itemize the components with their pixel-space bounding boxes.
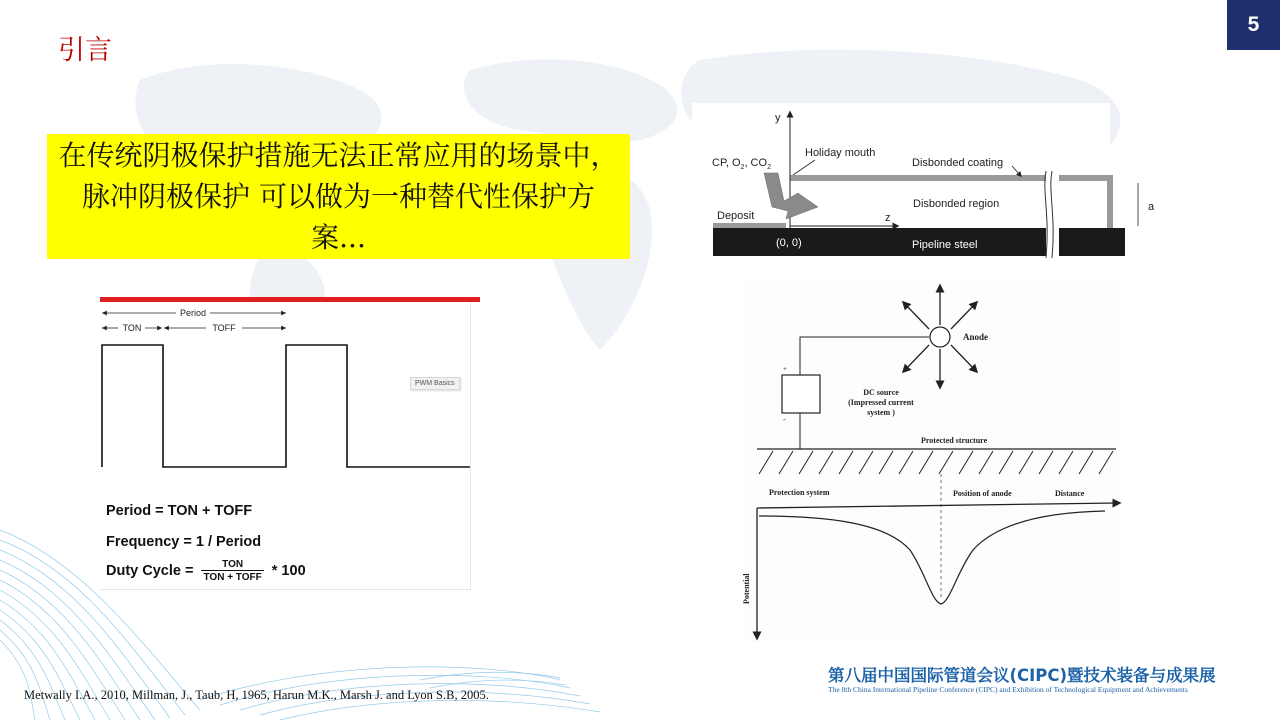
system-label: system ): [867, 408, 895, 417]
period-label: Period: [179, 308, 207, 318]
cp-o2-co2-label: CP, $O_2$, $CO_2$: [712, 157, 771, 171]
conference-title: 第八届中国国际管道会议(CIPC)暨技术装备与成果展: [828, 666, 1216, 685]
protected-structure-label: Protected structure: [921, 436, 988, 445]
cp-figure: [742, 282, 1118, 642]
anode-label: Anode: [963, 332, 989, 342]
anode-wire: [800, 337, 929, 377]
disbonded-coating-label: Disbonded coating: [912, 157, 1004, 169]
duty-suffix: * 100: [271, 562, 306, 579]
distance-label: Distance: [1055, 489, 1085, 498]
deposit-label: Deposit: [717, 210, 755, 222]
deposit-layer: [713, 223, 786, 228]
reference-citation: Metwally I.A., 2010, Millman, J., Taub, H, 1965, Harun M.K., Marsh J. and Lyon S.B, 2005.: [24, 688, 489, 702]
pwm-diagram: [100, 302, 471, 590]
conference-subtitle: The 8th China International Pipeline Conference (CIPC) and Exhibition of Technological Equipment and Achievements: [828, 685, 1188, 694]
break-mark-2: [1051, 171, 1053, 258]
plus-sign: +: [783, 365, 787, 373]
pipeline-diagram: [692, 103, 1155, 261]
slide-title: 引言: [58, 35, 112, 66]
dimension-a-label: a: [1148, 201, 1155, 213]
ground-hatching: [759, 451, 1113, 474]
disbonded-coating: [790, 175, 1046, 181]
pipeline-steel-label: Pipeline steel: [912, 239, 978, 251]
formula-frequency: Frequency = 1 / Period: [106, 534, 262, 550]
disbonded-coating-right: [1059, 175, 1113, 181]
y-axis-label: y: [775, 112, 781, 124]
pipeline-steel-bar-right: [1059, 228, 1125, 256]
cathodic-protection-diagram: [742, 282, 1118, 642]
dc-source-box: [782, 375, 820, 413]
page-number-badge: 5: [1227, 0, 1280, 50]
pwm-square-wave: [102, 345, 470, 467]
impressed-current-label: (Impressed current: [848, 398, 914, 407]
coating-end: [1107, 175, 1113, 228]
highlight-text: 在传统阴极保护措施无法正常应用的场景中，脉冲阴极保护 可以做为一种替代性保护方案...: [58, 139, 619, 254]
dc-source-label: DC source: [863, 388, 899, 397]
duty-prefix: Duty Cycle =: [106, 562, 194, 579]
disbonded-region-label: Disbonded region: [913, 198, 1000, 210]
toff-label: TOFF: [212, 323, 236, 333]
highlight-box: [47, 134, 630, 259]
pwm-basics-tag: PWM Basics: [410, 377, 460, 390]
distance-axis: [757, 503, 1117, 508]
holiday-mouth-label: Holiday mouth: [805, 147, 876, 159]
anode-circle: [930, 327, 950, 347]
potential-curve: [759, 511, 1105, 604]
disbonded-coating-leader: [1012, 166, 1020, 175]
z-axis-label: z: [885, 212, 891, 224]
duty-numerator: TON: [222, 559, 244, 570]
origin-label: (0, 0): [776, 237, 802, 249]
protection-system-label: Protection system: [769, 488, 830, 497]
position-of-anode-label: Position of anode: [953, 489, 1012, 498]
duty-fraction: [201, 559, 263, 583]
pipeline-figure: [692, 103, 1155, 261]
pipeline-steel-bar: [713, 228, 1046, 256]
duty-denominator: TON + TOFF: [203, 572, 262, 583]
potential-label: Potential: [742, 573, 751, 604]
formula-duty-cycle: [106, 559, 306, 583]
ton-label: TON: [122, 323, 142, 333]
holiday-mouth-leader: [793, 160, 815, 175]
minus-sign: -: [783, 415, 786, 424]
formula-period: Period = TON + TOFF: [106, 503, 253, 519]
